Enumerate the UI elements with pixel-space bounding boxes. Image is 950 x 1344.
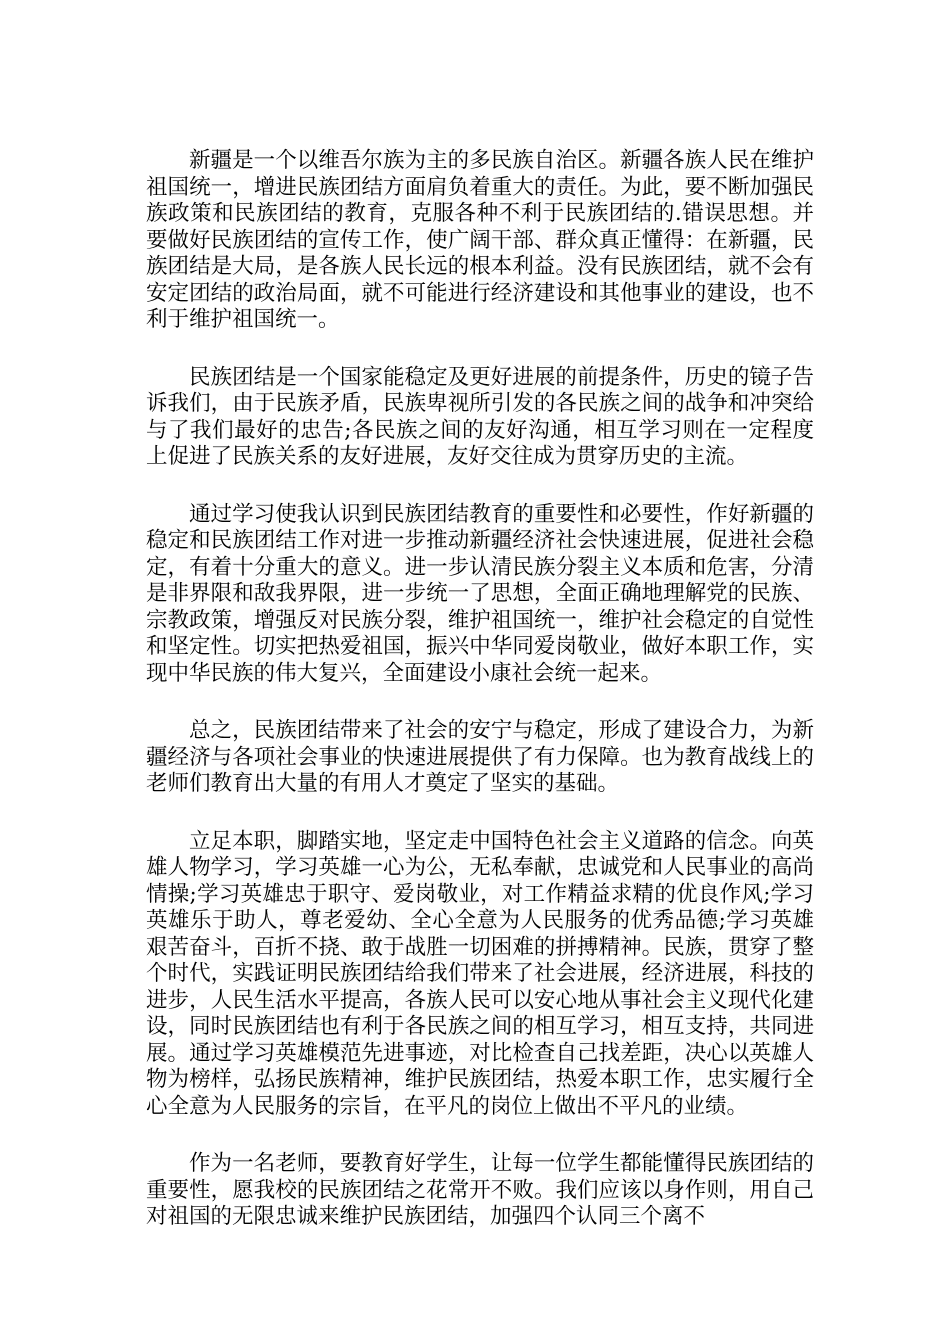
paragraph-4: 总之，民族团结带来了社会的安宁与稳定，形成了建设合力，为新疆经济与各项社会事业的快速进展提供了有力保障。也为教育战线上的老师们教育出大量的有用人才奠定了坚实的基础。 (146, 718, 814, 796)
paragraph-3: 通过学习使我认识到民族团结教育的重要性和必要性，作好新疆的稳定和民族团结工作对进一步推动新疆经济社会快速进展，促进社会稳定，有着十分重大的意义。进一步认清民族分裂主义本质和危害，分清是非界限和敌我界限，进一步统一了思想，全面正确地理解党的民族、宗教政策，增强反对民族分裂，维护祖国统一，维护社会稳定的自觉性和坚定性。切实把热爱祖国，振兴中华同爱岗敬业，做好本职工作，实现中华民族的伟大复兴，全面建设小康社会统一起来。 (146, 501, 814, 686)
document-page (146, 148, 814, 1231)
paragraph-2: 民族团结是一个国家能稳定及更好进展的前提条件，历史的镜子告诉我们，由于民族矛盾，民族卑视所引发的各民族之间的战争和冲突给与了我们最好的忠告;各民族之间的友好沟通，相互学习则在一定程度上促进了民族关系的友好进展，友好交往成为贯穿历史的主流。 (146, 364, 814, 469)
paragraph-5: 立足本职，脚踏实地，坚定走中国特色社会主义道路的信念。向英雄人物学习，学习英雄一心为公，无私奉献，忠诚党和人民事业的高尚情操;学习英雄忠于职守、爱岗敬业，对工作精益求精的优良作风;学习英雄乐于助人，尊老爱幼、全心全意为人民服务的优秀品德;学习英雄艰苦奋斗，百折不挠、敢于战胜一切困难的拼搏精神。民族，贯穿了整个时代，实践证明民族团结给我们带来了社会进展，经济进展，科技的进步，人民生活水平提高，各族人民可以安心地从事社会主义现代化建设，同时民族团结也有利于各民族之间的相互学习，相互支持，共同进展。通过学习英雄模范先进事迹，对比检查自己找差距，决心以英雄人物为榜样，弘扬民族精神，维护民族团结，热爱本职工作，忠实履行全心全意为人民服务的宗旨，在平凡的岗位上做出不平凡的业绩。 (146, 828, 814, 1119)
paragraph-6: 作为一名老师，要教育好学生，让每一位学生都能懂得民族团结的重要性，愿我校的民族团结之花常开不败。我们应该以身作则，用自己对祖国的无限忠诚来维护民族团结，加强四个认同三个离不 (146, 1151, 814, 1229)
paragraph-1: 新疆是一个以维吾尔族为主的多民族自治区。新疆各族人民在维护祖国统一，增进民族团结方面肩负着重大的责任。为此，要不断加强民族政策和民族团结的教育，克服各种不利于民族团结的.错误思想。并要做好民族团结的宣传工作，使广阔干部、群众真正懂得：在新疆，民族团结是大局，是各族人民长远的根本利益。没有民族团结，就不会有安定团结的政治局面，就不可能进行经济建设和其他事业的建设，也不利于维护祖国统一。 (146, 148, 814, 332)
